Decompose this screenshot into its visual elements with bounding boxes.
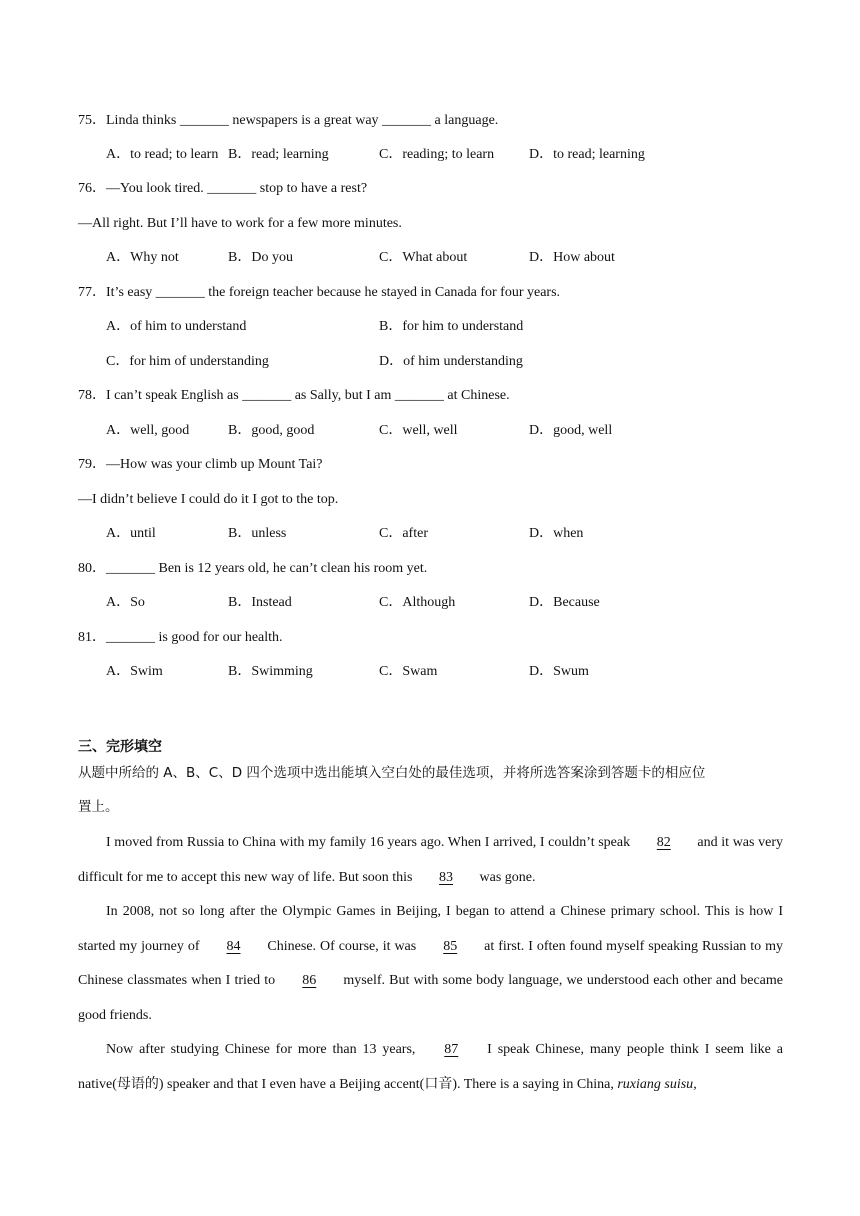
section-title: 三、完形填空 bbox=[78, 739, 162, 755]
question-81-stem: 81．_______ is good for our health. bbox=[78, 630, 283, 645]
question-77-option-c[interactable]: C．for him of understanding bbox=[106, 354, 269, 369]
question-77-option-a[interactable]: A．of him to understand bbox=[106, 319, 247, 334]
passage-paragraph-1: I moved from Russia to China with my family 16 years ago. When I arrived, I couldn’t speak 82 and it was very difficult for me to accept this new way of life. But soon this 83 was gone. bbox=[78, 826, 783, 895]
question-76-stem: 76．—You look tired. _______ stop to have a rest? bbox=[78, 181, 368, 196]
question-75-option-d[interactable]: D．to read; learning bbox=[529, 147, 645, 162]
question-81-option-d[interactable]: D．Swum bbox=[529, 664, 589, 679]
blank-87[interactable]: 87 bbox=[444, 1042, 459, 1057]
question-76-stem-line2: —All right. But I’ll have to work for a few more minutes. bbox=[78, 216, 402, 231]
question-76-option-a[interactable]: A．Why not bbox=[106, 250, 179, 265]
question-78-option-a[interactable]: A．well, good bbox=[106, 423, 190, 438]
question-79-option-d[interactable]: D．when bbox=[529, 526, 584, 541]
section-instruction-line1: 从题中所给的 A、B、C、D 四个选项中选出能填入空白处的最佳选项，并将所选答案涂到答题卡的相应位 bbox=[78, 765, 706, 781]
question-75-option-a[interactable]: A．to read; to learn bbox=[106, 147, 219, 162]
passage-paragraph-3: Now after studying Chinese for more than 13 years, 87 I speak Chinese, many people think I seem like a native(母语的) speaker and that I even have a Beijing accent(口音). There is a saying in China, ruxiang suisu, bbox=[78, 1033, 783, 1102]
blank-83[interactable]: 83 bbox=[439, 869, 454, 885]
question-76-option-b[interactable]: B．Do you bbox=[228, 250, 293, 265]
question-79-option-c[interactable]: C．after bbox=[379, 526, 428, 541]
question-81-option-c[interactable]: C．Swam bbox=[379, 664, 438, 679]
question-80-option-a[interactable]: A．So bbox=[106, 595, 145, 610]
question-80-stem: 80．_______ Ben is 12 years old, he can’t clean his room yet. bbox=[78, 561, 428, 576]
question-79-stem: 79．—How was your climb up Mount Tai? bbox=[78, 457, 323, 472]
question-78-stem: 78．I can’t speak English as _______ as Sally, but I am _______ at Chinese. bbox=[78, 388, 510, 403]
question-78-option-b[interactable]: B．good, good bbox=[228, 423, 315, 438]
question-81-option-a[interactable]: A．Swim bbox=[106, 664, 163, 679]
question-77-stem: 77．It’s easy _______ the foreign teacher because he stayed in Canada for four years. bbox=[78, 285, 561, 300]
question-80-option-c[interactable]: C．Although bbox=[379, 595, 456, 610]
question-79-option-a[interactable]: A．until bbox=[106, 526, 156, 541]
section-instruction-line2: 置上。 bbox=[78, 799, 119, 815]
question-81-option-b[interactable]: B．Swimming bbox=[228, 664, 313, 679]
question-79-option-b[interactable]: B．unless bbox=[228, 526, 287, 541]
question-76-option-d[interactable]: D．How about bbox=[529, 250, 615, 265]
blank-84[interactable]: 84 bbox=[226, 938, 241, 954]
saying-italic: ruxiang suisu bbox=[617, 1076, 694, 1092]
question-77-option-b[interactable]: B．for him to understand bbox=[379, 319, 524, 334]
question-75-stem: 75．Linda thinks _______ newspapers is a great way _______ a language. bbox=[78, 113, 499, 128]
question-77-option-d[interactable]: D．of him understanding bbox=[379, 354, 523, 369]
question-79-stem-line2: —I didn’t believe I could do it I got to the top. bbox=[78, 492, 339, 507]
blank-82[interactable]: 82 bbox=[656, 835, 671, 850]
question-75-option-b[interactable]: B．read; learning bbox=[228, 147, 329, 162]
passage-paragraph-2: In 2008, not so long after the Olympic Games in Beijing, I began to attend a Chinese primary school. This is how I started my journey of 84 Chinese. Of course, it was 85 at first. I often found myself speaking Russian to my Chinese classmates when I tried to 86 myself. But with some body language, we understood each other and became good friends. bbox=[78, 904, 783, 1023]
question-75-option-c[interactable]: C．reading; to learn bbox=[379, 147, 495, 162]
question-78-option-c[interactable]: C．well, well bbox=[379, 423, 458, 438]
blank-86[interactable]: 86 bbox=[302, 973, 317, 988]
question-78-option-d[interactable]: D．good, well bbox=[529, 423, 613, 438]
question-76-option-c[interactable]: C．What about bbox=[379, 250, 468, 265]
question-80-option-b[interactable]: B．Instead bbox=[228, 595, 292, 610]
blank-85[interactable]: 85 bbox=[443, 938, 458, 954]
question-80-option-d[interactable]: D．Because bbox=[529, 595, 600, 610]
